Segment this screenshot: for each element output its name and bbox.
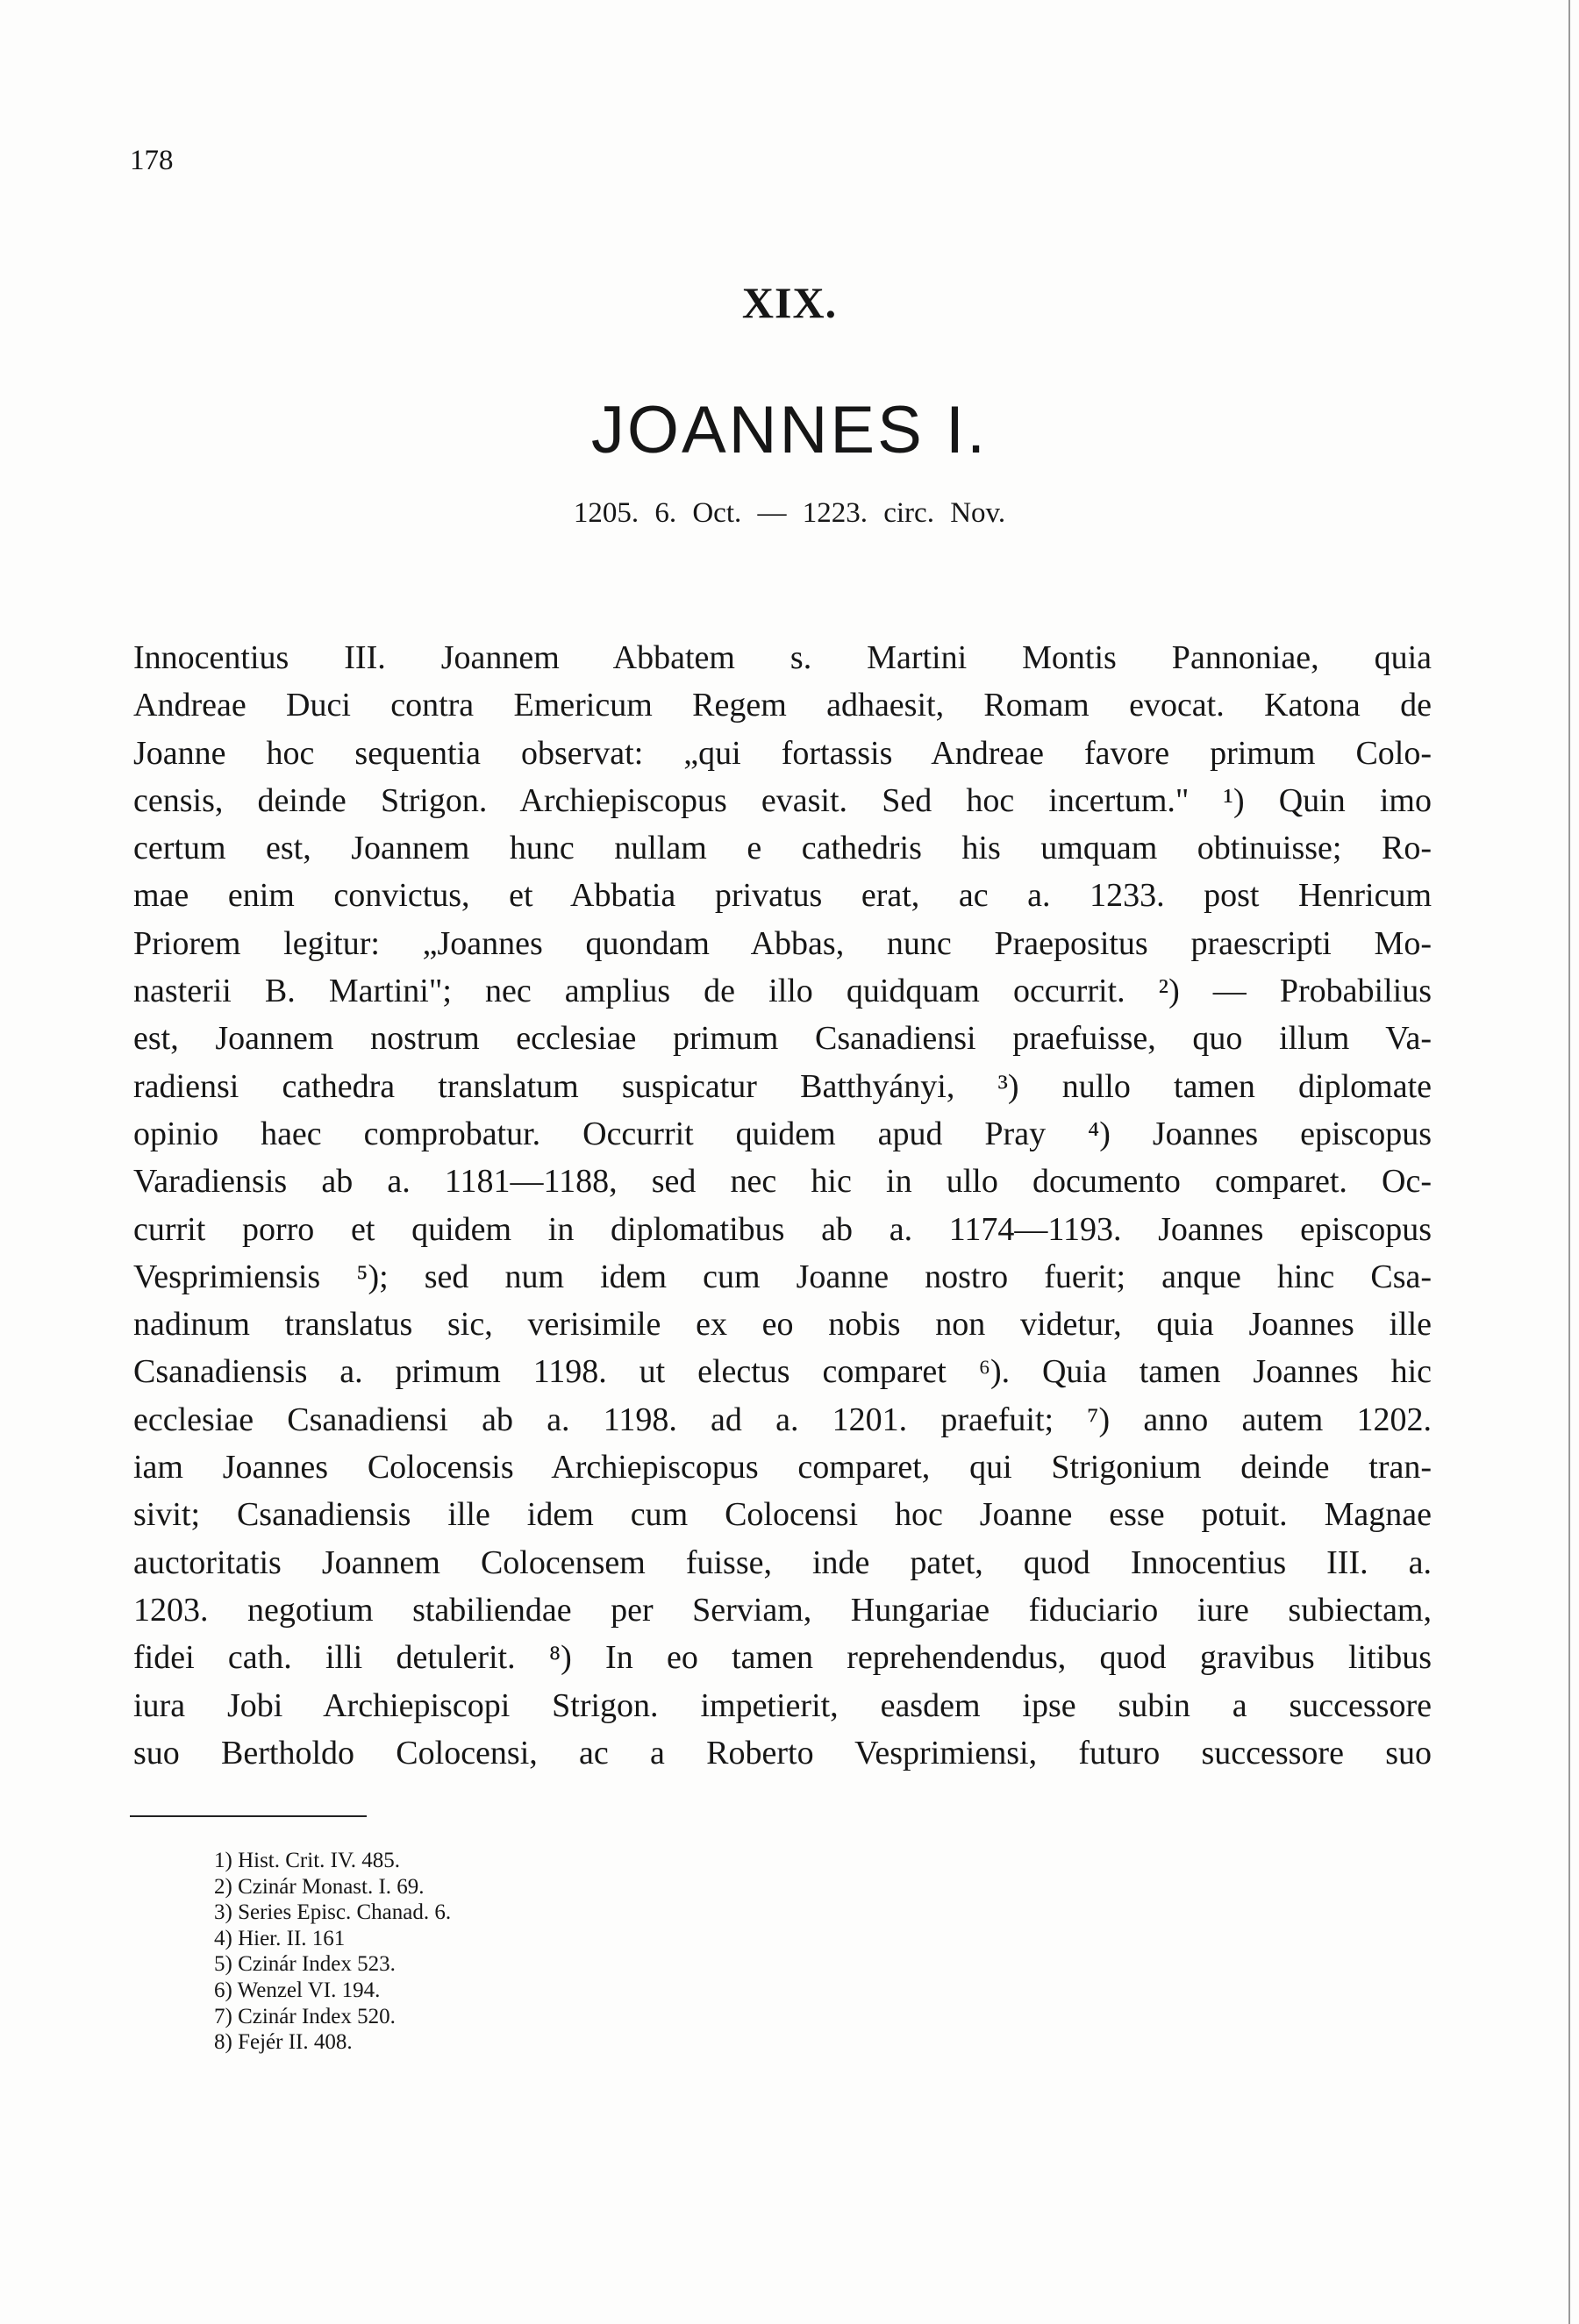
- footnote: 8) Fejér II. 408.: [214, 2030, 353, 2055]
- chapter-title: JOANNES I.: [590, 393, 989, 467]
- body-line: Csanadiensis a. primum 1198. ut electus comparet ⁶). Quia tamen Joannes hic: [133, 1353, 1432, 1391]
- footnote: 5) Czinár Index 523.: [214, 1952, 396, 1977]
- body-line: Joanne hoc sequentia observat: „qui fortassis Andreae favore primum Colo-: [133, 734, 1432, 772]
- body-line: radiensi cathedra translatum suspicatur Batthyányi, ³) nullo tamen diplomate: [133, 1067, 1432, 1105]
- chapter-number: XIX.: [741, 278, 838, 327]
- body-line: nasterii B. Martini"; nec amplius de illo quidquam occurrit. ²) — Probabilius: [133, 973, 1432, 1010]
- body-line: Andreae Duci contra Emericum Regem adhaesit, Romam evocat. Katona de: [133, 687, 1432, 724]
- footnote-divider: [130, 1815, 367, 1817]
- body-line: sivit; Csanadiensis ille idem cum Colocensi hoc Joanne esse potuit. Magnae: [133, 1496, 1432, 1534]
- body-line: auctoritatis Joannem Colocensem fuisse, inde patet, quod Innocentius III. a.: [133, 1543, 1432, 1581]
- footnote: 2) Czinár Monast. I. 69.: [214, 1874, 425, 1899]
- chapter-dates: 1205. 6. Oct. — 1223. circ. Nov.: [573, 497, 1006, 529]
- body-line: nadinum translatus sic, verisimile ex eo nobis non videtur, quia Joannes ille: [133, 1306, 1432, 1344]
- body-line: ecclesiae Csanadiensi ab a. 1198. ad a. 1201. praefuit; ⁷) anno autem 1202.: [133, 1401, 1432, 1438]
- page-number: 178: [130, 145, 174, 176]
- footnote: 3) Series Episc. Chanad. 6.: [214, 1900, 452, 1925]
- page-edge-line: [1568, 0, 1570, 2324]
- body-line: currit porro et quidem in diplomatibus ab a. 1174—1193. Joannes episcopus: [133, 1210, 1432, 1248]
- body-line: fidei cath. illi detulerit. ⁸) In eo tamen reprehendendus, quod gravibus litibus: [133, 1639, 1432, 1677]
- body-line: certum est, Joannem hunc nullam e cathedris his umquam obtinuisse; Ro-: [133, 830, 1432, 867]
- body-line: iura Jobi Archiepiscopi Strigon. impetierit, easdem ipse subin a successore: [133, 1686, 1432, 1724]
- body-text: [133, 634, 1432, 1777]
- body-line: Varadiensis ab a. 1181—1188, sed nec hic in ullo documento comparet. Oc-: [133, 1163, 1432, 1201]
- footnote: 4) Hier. II. 161: [214, 1926, 346, 1950]
- footnote: 6) Wenzel VI. 194.: [214, 1978, 381, 2002]
- body-line: censis, deinde Strigon. Archiepiscopus evasit. Sed hoc incertum." ¹) Quin imo: [133, 781, 1432, 819]
- footnotes: [214, 1848, 451, 2056]
- body-line: Innocentius III. Joannem Abbatem s. Martini Montis Pannoniae, quia: [133, 639, 1432, 676]
- footnote: 1) Hist. Crit. IV. 485.: [214, 1849, 401, 1872]
- body-line: est, Joannem nostrum ecclesiae primum Csanadiensi praefuisse, quo illum Va-: [133, 1020, 1432, 1058]
- body-line: 1203. negotium stabiliendae per Serviam, Hungariae fiduciario iure subiectam,: [133, 1591, 1432, 1629]
- footnote: 7) Czinár Index 520.: [214, 2004, 396, 2028]
- body-line: Priorem legitur: „Joannes quondam Abbas, nunc Praepositus praescripti Mo-: [133, 924, 1432, 962]
- body-line: iam Joannes Colocensis Archiepiscopus comparet, qui Strigonium deinde tran-: [133, 1449, 1432, 1486]
- body-line: opinio haec comprobatur. Occurrit quidem apud Pray ⁴) Joannes episcopus: [133, 1115, 1432, 1152]
- body-line: mae enim convictus, et Abbatia privatus erat, ac a. 1233. post Henricum: [133, 877, 1432, 915]
- body-line: suo Bertholdo Colocensi, ac a Roberto Vesprimiensi, futuro successore suo: [133, 1734, 1432, 1772]
- body-line: Vesprimiensis ⁵); sed num idem cum Joanne nostro fuerit; anque hinc Csa-: [133, 1258, 1432, 1295]
